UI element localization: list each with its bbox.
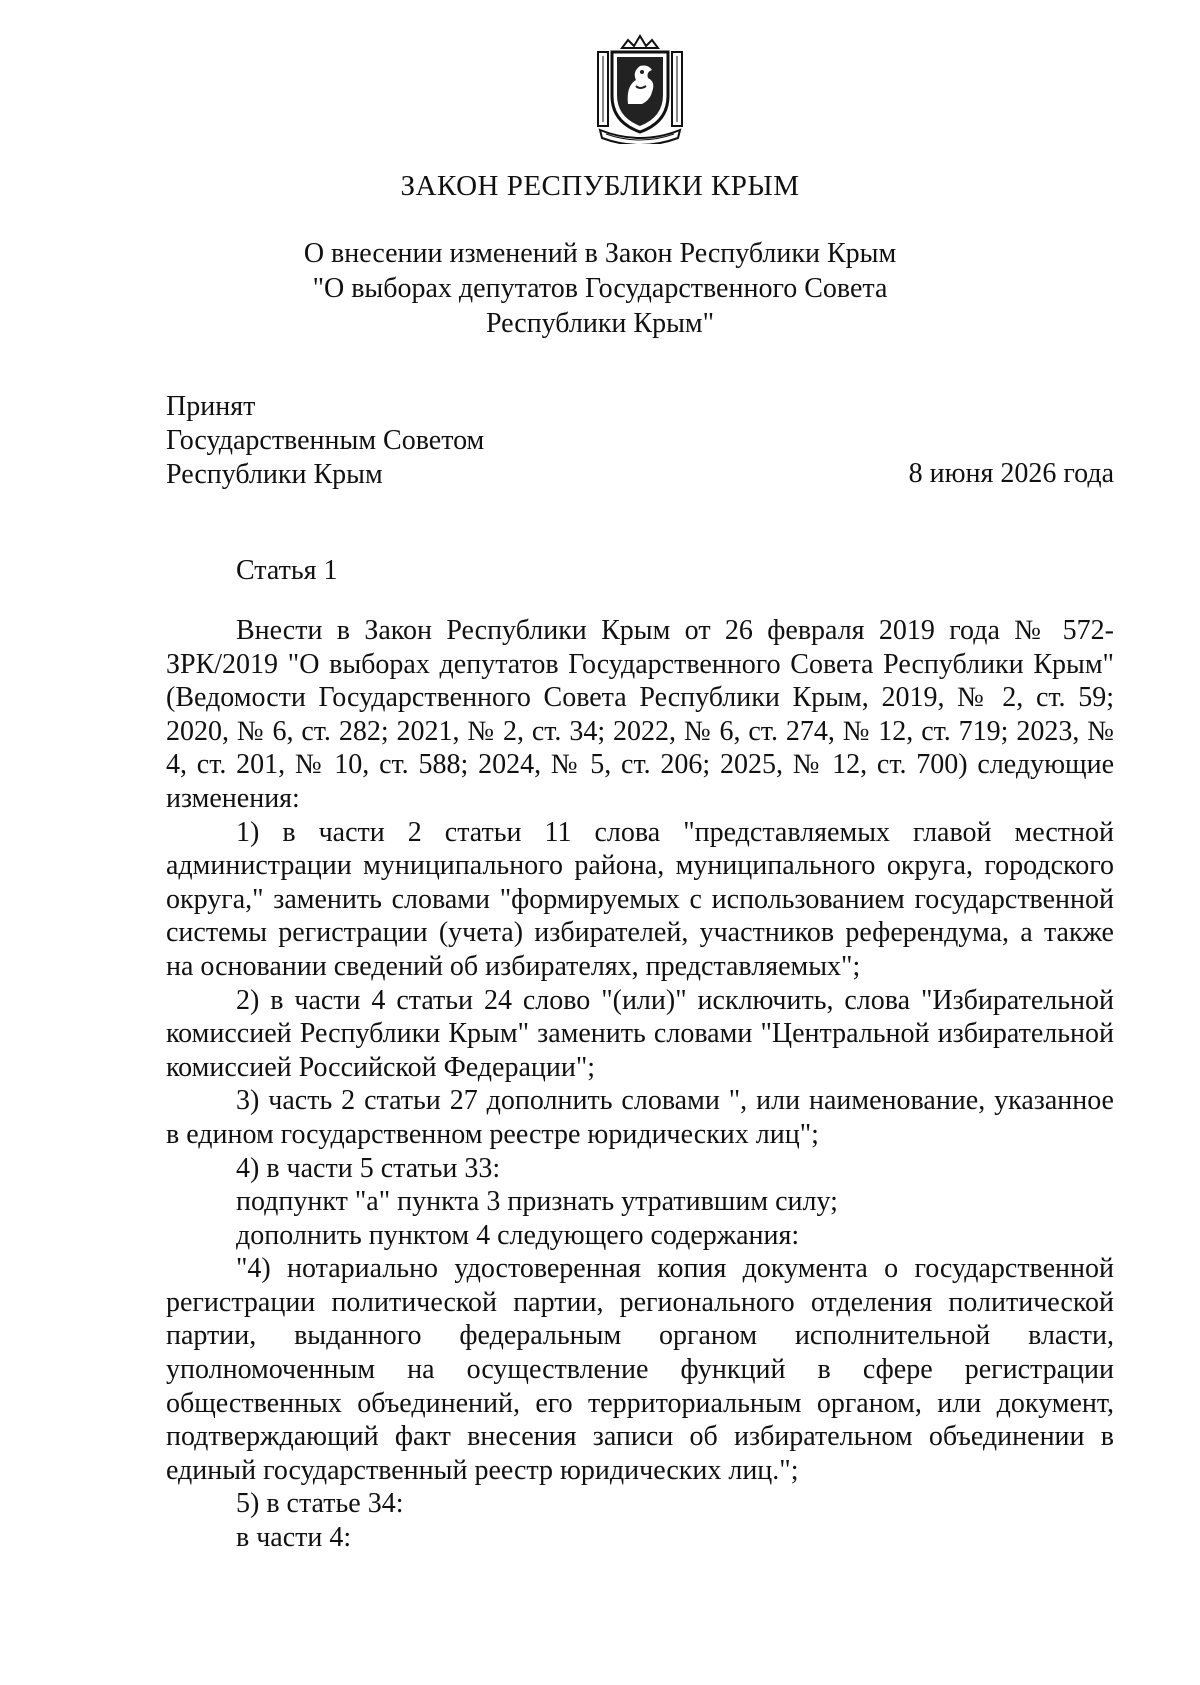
subtitle-line: О внесении изменений в Закон Республики Крым xyxy=(303,238,897,269)
adoption-line: Республики Крым xyxy=(166,459,383,490)
article-heading: Статья 1 xyxy=(236,555,338,586)
article-paragraph: дополнить пунктом 4 следующего содержания: xyxy=(236,1219,800,1251)
article-paragraph: в части 4: xyxy=(236,1522,352,1554)
article-paragraph: подпункт "а" пункта 3 признать утратившим силу; xyxy=(236,1186,838,1218)
crimea-coat-of-arms-icon xyxy=(592,34,688,144)
article-paragraph: 2) в части 4 статьи 24 слово "(или)" исключить, слова "Избирательной комиссией Республики Крым" заменить словами "Центральной избирательной комиссией Российской Федерации"; xyxy=(166,984,1114,1083)
law-title: ЗАКОН РЕСПУБЛИКИ КРЫМ xyxy=(400,170,800,202)
subtitle-line: Республики Крым" xyxy=(485,308,715,339)
adoption-block xyxy=(166,390,484,492)
article-paragraph: 4) в части 5 статьи 33: xyxy=(236,1152,501,1184)
article-paragraph: 1) в части 2 статьи 11 слова "представляемых главой местной администрации муниципального района, муниципального округа, городского округа," заменить словами "формируемых с использованием государственной системы регистрации (учета) избирателей, участников референдума, а также на основании сведений об избирателях, представляемых"; xyxy=(166,816,1114,982)
adoption-line: Принят xyxy=(166,391,256,422)
article-paragraph: 5) в статье 34: xyxy=(236,1488,404,1520)
article-body xyxy=(166,614,1114,1555)
adoption-date: 8 июня 2026 года xyxy=(908,458,1114,489)
adoption-line: Государственным Советом xyxy=(166,425,485,456)
article-paragraph: 3) часть 2 статьи 27 дополнить словами ", или наименование, указанное в едином государственном реестре юридических лиц"; xyxy=(166,1085,1114,1150)
article-paragraph: Внести в Закон Республики Крым от 26 февраля 2019 года № 572-ЗРК/2019 "О выборах депутатов Государственного Совета Республики Крым" (Ведомости Государственного Совета Республики Крым, 2019, № 2, ст. 59; 2020, № 6, ст. 282; 2021, № 2, ст. 34; 2022, № 6, ст. 274, № 12, ст. 719; 2023, № 4, ст. 201, № 10, ст. 588; 2024, № 5, ст. 206; 2025, № 12, ст. 700) следующие изменения: xyxy=(166,615,1114,814)
law-subtitle xyxy=(280,236,920,341)
subtitle-line: "О выборах депутатов Государственного Совета xyxy=(312,273,888,304)
coat-of-arms-emblem xyxy=(592,34,688,144)
article-paragraph: "4) нотариально удостоверенная копия документа о государственной регистрации политической партии, регионального отделения политической партии, выданного федеральным органом исполнительной власти, уполномоченным на осуществление функций в сфере регистрации общественных объединений, его территориальным органом, или документ, подтверждающий факт внесения записи об избирательном объединении в единый государственный реестр юридических лиц."; xyxy=(166,1253,1114,1486)
